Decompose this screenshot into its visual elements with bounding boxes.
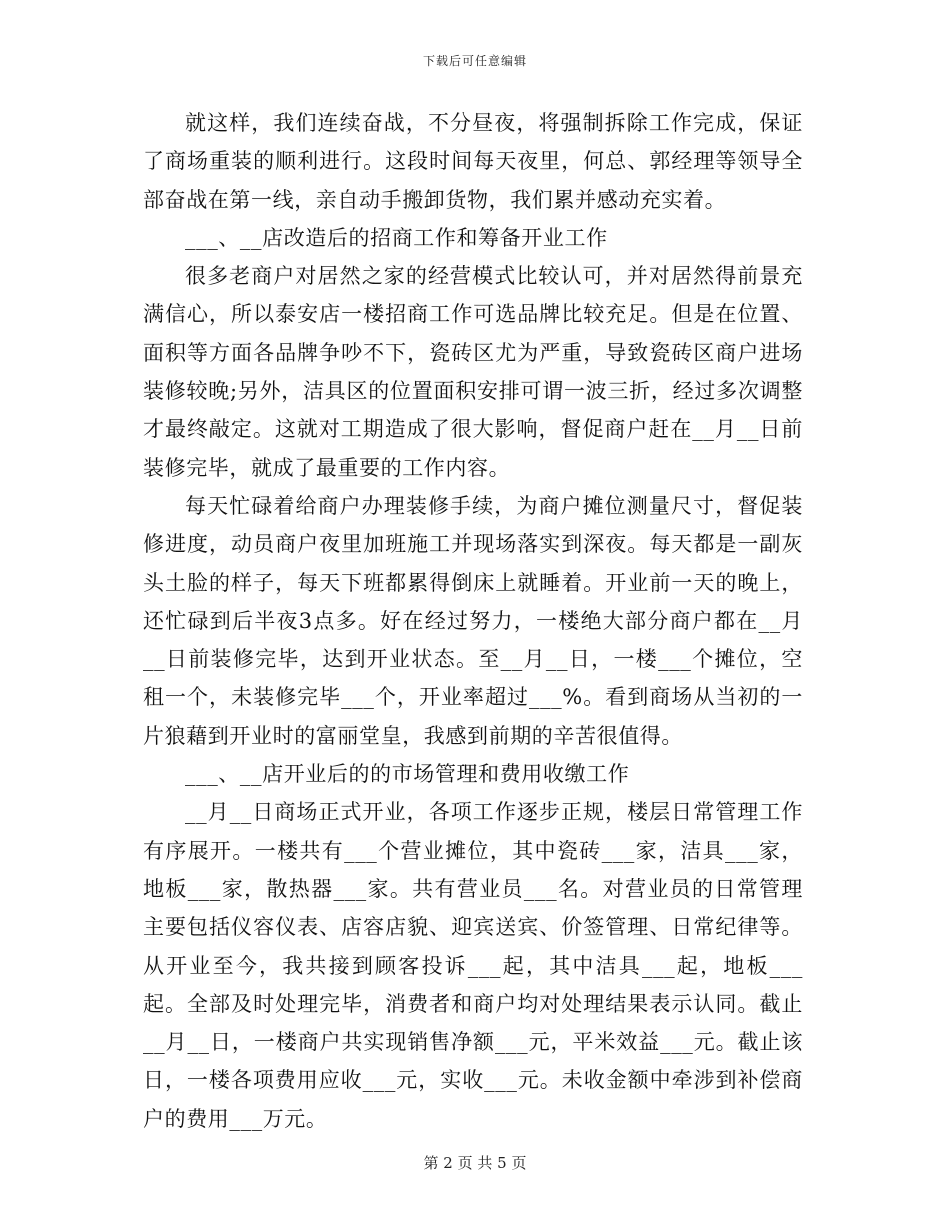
page-number-footer: 第 2 页 共 5 页 (423, 1154, 527, 1172)
body-paragraph: 每天忙碌着给商户办理装修手续，为商户摊位测量尺寸，督促装修进度，动员商户夜里加班施工并现场落实到深夜。每天都是一副灰头土脸的样子，每天下班都累得倒床上就睡着。开业前一天的晚上，还忙碌到后半夜3点多。好在经过努力，一楼绝大部分商户都在__月__日前装修完毕，达到开业状态。至__月__日，一楼___个摊位，空租一个，未装修完毕___个，开业率超过___%。看到商场从当初的一片狼藉到开业时的富丽堂皇，我感到前期的辛苦很值得。 (143, 493, 803, 748)
body-paragraph: 很多老商户对居然之家的经营模式比较认可，并对居然得前景充满信心，所以泰安店一楼招商工作可选品牌比较充足。但是在位置、面积等方面各品牌争吵不下，瓷砖区尤为严重，导致瓷砖区商户进场装修较晚;另外，洁具区的位置面积安排可谓一波三折，经过多次调整才最终敲定。这就对工期造成了很大影响，督促商户赶在__月__日前装修完毕，就成了最重要的工作内容。 (143, 264, 803, 480)
section-heading: ___、__店开业后的的市场管理和费用收缴工作 (185, 762, 630, 787)
body-paragraph: __月__日商场正式开业，各项工作逐步正规，楼层日常管理工作有序展开。一楼共有___个营业摊位，其中瓷砖___家，洁具___家，地板___家，散热器___家。共有营业员___名。对营业员的日常管理主要包括仪容仪表、店容店貌、迎宾送宾、价签管理、日常纪律等。从开业至今，我共接到顾客投诉___起，其中洁具___起，地板___起。全部及时处理完毕，消费者和商户均对处理结果表示认同。截止__月__日，一楼商户共实现销售净额___元，平米效益___元。截止该日，一楼各项费用应收___元，实收___元。未收金额中牵涉到补偿商户的费用___万元。 (143, 800, 803, 1131)
page-header-note: 下载后可任意编辑 (422, 54, 527, 68)
body-paragraph: 就这样，我们连续奋战，不分昼夜，将强制拆除工作完成，保证了商场重装的顺利进行。这段时间每天夜里，何总、郭经理等领导全部奋战在第一线，亲自动手搬卸货物，我们累并感动充实着。 (143, 111, 803, 212)
document-body (143, 104, 803, 1138)
section-heading: ___、__店改造后的招商工作和筹备开业工作 (185, 225, 608, 250)
